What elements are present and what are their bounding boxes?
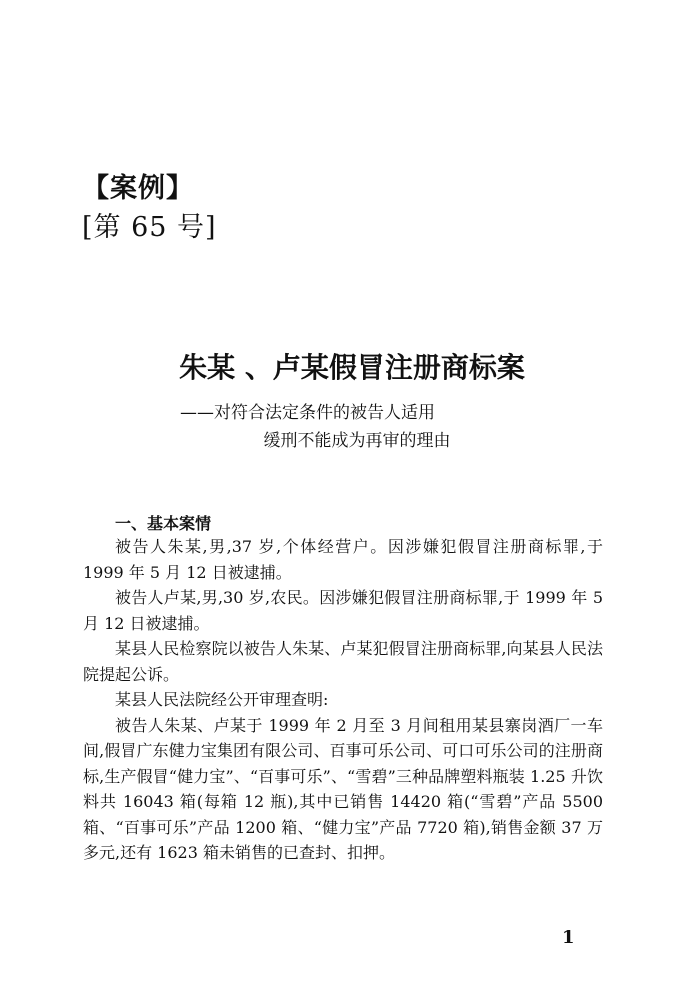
section-heading: 一、基本案情 (115, 514, 212, 533)
case-title: 朱某 、卢某假冒注册商标案 (179, 351, 525, 384)
case-number: [第 65 号] (82, 212, 217, 243)
case-label: 【案例】 (82, 173, 194, 204)
paragraph-facts: 被告人朱某、卢某于 1999 年 2 月至 3 月间租用某县寨岗酒厂一车间,假冒广东健力宝集团有限公司、百事可乐公司、可口可乐公司的注册商标,生产假冒“健力宝”、“百事可乐”、“雪碧”三种品牌塑料瓶装 1.25 升饮料共 16043 箱(每箱 12 瓶),其中已销售 14420 箱(“雪碧”产品 5500 箱、“百事可乐”产品 1200 箱、“健力宝”产品 7720 箱),销售金额 37 万多元,还有 1623 箱未销售的已查封、扣押。 (83, 715, 603, 862)
paragraph-trial: 某县人民法院经公开审理查明: (115, 690, 329, 709)
paragraph-defendant-zhu: 被告人朱某,男,37 岁,个体经营户。因涉嫌犯假冒注册商标罪,于 1999 年 5 月 12 日被逮捕。 (83, 537, 603, 582)
paragraph-defendant-lu: 被告人卢某,男,30 岁,农民。因涉嫌犯假冒注册商标罪,于 1999 年 5 月 12 日被逮捕。 (83, 588, 603, 633)
case-subtitle-line-1: ——对符合法定条件的被告人适用 (180, 403, 435, 423)
page-number: 1 (562, 927, 575, 948)
paragraph-prosecution: 某县人民检察院以被告人朱某、卢某犯假冒注册商标罪,向某县人民法院提起公诉。 (83, 639, 603, 684)
case-subtitle-line-2: 缓刑不能成为再审的理由 (263, 431, 451, 451)
body-text (83, 534, 603, 866)
